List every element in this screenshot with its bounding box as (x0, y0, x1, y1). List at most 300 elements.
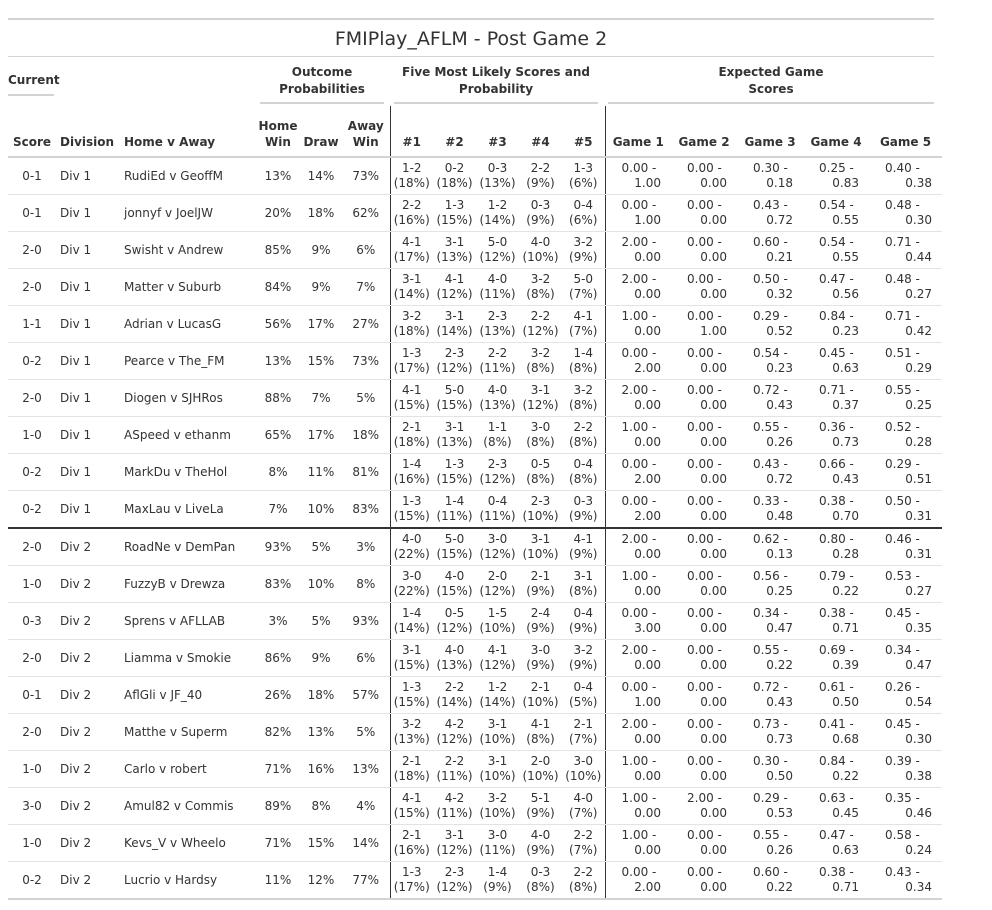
cell-division: Div 2 (56, 825, 120, 862)
expected-home-score: 1.00 - (621, 754, 657, 768)
expected-away-score: 0.23 (832, 324, 859, 338)
likely-score-value: 5-0 (444, 532, 465, 546)
expected-away-score: 0.71 (832, 621, 859, 635)
likely-score-value: 0-4 (573, 457, 594, 471)
cell-expected-game-2 (671, 751, 737, 788)
likely-score-value: 3-1 (401, 272, 422, 286)
cell-likely-score-1 (390, 232, 433, 269)
cell-likely-score-3 (476, 269, 519, 306)
cell-expected-game-4 (803, 454, 869, 491)
expected-home-score: 0.38 - (819, 494, 854, 508)
likely-score-probability: (8%) (569, 398, 598, 412)
cell-score: 1-1 (8, 306, 56, 343)
likely-score-value: 5-0 (487, 235, 508, 249)
expected-home-score: 0.00 - (621, 161, 657, 175)
cell-division: Div 1 (56, 195, 120, 232)
expected-home-score: 0.72 - (753, 680, 788, 694)
cell-expected-game-3 (737, 157, 803, 195)
cell-division: Div 1 (56, 343, 120, 380)
expected-away-score: 0.37 (832, 398, 859, 412)
expected-away-score: 0.43 (766, 398, 793, 412)
cell-division: Div 1 (56, 232, 120, 269)
likely-score-value: 1-3 (444, 457, 465, 471)
likely-score-probability: (10%) (479, 621, 516, 635)
likely-score-value: 3-2 (401, 717, 422, 731)
cell-expected-game-5 (869, 157, 942, 195)
expected-home-score: 0.39 - (885, 754, 920, 768)
cell-likely-score-3 (476, 343, 519, 380)
expected-away-score: 0.00 (700, 658, 727, 672)
expected-away-score: 1.00 (634, 695, 661, 709)
cell-expected-game-1 (605, 232, 671, 269)
cell-draw: 5% (300, 528, 342, 566)
likely-score-probability: (12%) (436, 880, 473, 894)
cell-likely-score-5 (562, 157, 605, 195)
cell-home-win: 71% (256, 751, 300, 788)
expected-away-score: 0.27 (905, 287, 932, 301)
cell-division: Div 1 (56, 380, 120, 417)
table-row (8, 677, 942, 714)
cell-likely-score-2 (433, 491, 476, 529)
cell-expected-game-2 (671, 714, 737, 751)
likely-score-probability: (13%) (436, 658, 473, 672)
expected-home-score: 1.00 - (621, 420, 657, 434)
likely-score-probability: (10%) (522, 509, 559, 523)
cell-expected-game-4 (803, 566, 869, 603)
cell-match: Diogen v SJHRos (120, 380, 256, 417)
cell-away-win: 8% (342, 566, 390, 603)
cell-draw: 18% (300, 677, 342, 714)
likely-score-probability: (9%) (569, 509, 598, 523)
column-header-game-4: Game 4 (803, 106, 869, 157)
expected-home-score: 0.00 - (621, 680, 657, 694)
cell-likely-score-5 (562, 491, 605, 529)
cell-likely-score-5 (562, 343, 605, 380)
cell-likely-score-2 (433, 677, 476, 714)
cell-expected-game-4 (803, 677, 869, 714)
likely-score-probability: (9%) (526, 176, 555, 190)
cell-expected-game-4 (803, 751, 869, 788)
expected-away-score: 0.52 (766, 324, 793, 338)
cell-likely-score-4 (519, 417, 562, 454)
cell-likely-score-4 (519, 640, 562, 677)
cell-expected-game-2 (671, 232, 737, 269)
cell-likely-score-3 (476, 417, 519, 454)
likely-score-probability: (9%) (526, 658, 555, 672)
likely-score-value: 4-0 (530, 828, 551, 842)
cell-likely-score-4 (519, 714, 562, 751)
cell-division: Div 1 (56, 306, 120, 343)
group-rule-expected (608, 102, 934, 104)
cell-draw: 14% (300, 157, 342, 195)
cell-division: Div 2 (56, 751, 120, 788)
cell-expected-game-3 (737, 825, 803, 862)
likely-score-probability: (10%) (522, 769, 559, 783)
expected-home-score: 0.69 - (819, 643, 854, 657)
cell-home-win: 7% (256, 491, 300, 529)
cell-likely-score-5 (562, 232, 605, 269)
likely-score-value: 5-0 (573, 272, 594, 286)
likely-score-value: 1-5 (487, 606, 508, 620)
likely-score-value: 1-2 (487, 680, 508, 694)
expected-away-score: 0.00 (700, 287, 727, 301)
cell-expected-game-5 (869, 788, 942, 825)
expected-home-score: 0.55 - (753, 828, 788, 842)
likely-score-value: 3-1 (573, 569, 594, 583)
cell-expected-game-4 (803, 491, 869, 529)
cell-expected-game-3 (737, 788, 803, 825)
expected-home-score: 0.00 - (687, 754, 722, 768)
likely-score-value: 2-0 (487, 569, 508, 583)
table-row (8, 491, 942, 529)
expected-away-score: 0.25 (905, 398, 932, 412)
cell-home-win: 56% (256, 306, 300, 343)
cell-away-win: 93% (342, 603, 390, 640)
expected-away-score: 0.27 (905, 584, 932, 598)
likely-score-probability: (12%) (436, 621, 473, 635)
likely-score-value: 1-4 (401, 457, 422, 471)
likely-score-probability: (15%) (436, 547, 473, 561)
likely-score-probability: (10%) (522, 695, 559, 709)
cell-likely-score-1 (390, 380, 433, 417)
cell-expected-game-2 (671, 454, 737, 491)
likely-score-value: 3-0 (487, 532, 508, 546)
cell-expected-game-1 (605, 417, 671, 454)
expected-away-score: 0.43 (832, 472, 859, 486)
likely-score-value: 1-3 (401, 680, 422, 694)
cell-score: 0-1 (8, 157, 56, 195)
expected-away-score: 0.31 (905, 547, 932, 561)
cell-expected-game-3 (737, 417, 803, 454)
likely-score-value: 4-0 (444, 569, 465, 583)
cell-away-win: 3% (342, 528, 390, 566)
table-row (8, 269, 942, 306)
likely-score-probability: (9%) (569, 250, 598, 264)
cell-away-win: 77% (342, 862, 390, 900)
cell-likely-score-2 (433, 232, 476, 269)
cell-home-win: 88% (256, 380, 300, 417)
cell-score: 0-2 (8, 491, 56, 529)
likely-score-probability: (8%) (569, 880, 598, 894)
expected-away-score: 0.00 (700, 695, 727, 709)
expected-home-score: 0.84 - (819, 309, 854, 323)
cell-expected-game-4 (803, 343, 869, 380)
likely-score-probability: (8%) (569, 361, 598, 375)
cell-away-win: 4% (342, 788, 390, 825)
likely-score-value: 0-4 (487, 494, 508, 508)
expected-home-score: 0.00 - (687, 235, 722, 249)
column-header-game-1: Game 1 (605, 106, 671, 157)
cell-expected-game-4 (803, 788, 869, 825)
likely-score-value: 2-1 (401, 754, 422, 768)
likely-score-value: 3-1 (530, 383, 551, 397)
cell-likely-score-1 (390, 714, 433, 751)
cell-expected-game-2 (671, 417, 737, 454)
cell-expected-game-1 (605, 640, 671, 677)
likely-score-probability: (9%) (526, 843, 555, 857)
cell-likely-score-2 (433, 269, 476, 306)
expected-home-score: 0.25 - (819, 161, 854, 175)
cell-draw: 15% (300, 343, 342, 380)
cell-expected-game-3 (737, 714, 803, 751)
likely-score-probability: (9%) (526, 621, 555, 635)
likely-score-value: 2-2 (530, 161, 551, 175)
likely-score-probability: (22%) (393, 584, 430, 598)
expected-home-score: 0.29 - (885, 457, 920, 471)
likely-score-probability: (6%) (569, 213, 598, 227)
column-header-game-5: Game 5 (869, 106, 942, 157)
column-header-home-win: Home Win (256, 106, 300, 157)
expected-away-score: 0.38 (905, 176, 932, 190)
cell-expected-game-2 (671, 195, 737, 232)
column-header-row (8, 106, 942, 157)
cell-likely-score-3 (476, 566, 519, 603)
expected-away-score: 2.00 (634, 472, 661, 486)
expected-away-score: 0.47 (905, 658, 932, 672)
expected-home-score: 0.00 - (621, 865, 657, 879)
cell-expected-game-1 (605, 714, 671, 751)
cell-score: 1-0 (8, 751, 56, 788)
expected-away-score: 0.00 (700, 621, 727, 635)
likely-score-value: 0-4 (573, 680, 594, 694)
cell-likely-score-4 (519, 677, 562, 714)
likely-score-value: 4-1 (401, 235, 422, 249)
expected-away-score: 0.23 (766, 361, 793, 375)
likely-score-probability: (10%) (479, 769, 516, 783)
likely-score-value: 4-0 (487, 272, 508, 286)
expected-away-score: 0.00 (700, 769, 727, 783)
expected-home-score: 0.00 - (687, 420, 722, 434)
table-row (8, 343, 942, 380)
cell-division: Div 1 (56, 491, 120, 529)
likely-score-value: 0-3 (530, 865, 551, 879)
cell-away-win: 14% (342, 825, 390, 862)
expected-away-score: 0.00 (700, 435, 727, 449)
cell-expected-game-2 (671, 306, 737, 343)
likely-score-value: 2-2 (573, 865, 594, 879)
likely-score-probability: (7%) (569, 843, 598, 857)
column-header-home-v-away: Home v Away (120, 106, 256, 157)
cell-match: jonnyf v JoelJW (120, 195, 256, 232)
cell-likely-score-3 (476, 751, 519, 788)
likely-score-probability: (11%) (479, 509, 516, 523)
cell-likely-score-1 (390, 343, 433, 380)
cell-score: 0-1 (8, 195, 56, 232)
expected-away-score: 0.00 (634, 398, 661, 412)
cell-expected-game-5 (869, 195, 942, 232)
cell-expected-game-1 (605, 751, 671, 788)
cell-likely-score-2 (433, 862, 476, 900)
expected-home-score: 0.00 - (687, 457, 722, 471)
cell-expected-game-1 (605, 566, 671, 603)
cell-match: MaxLau v LiveLa (120, 491, 256, 529)
cell-likely-score-2 (433, 417, 476, 454)
cell-likely-score-1 (390, 566, 433, 603)
likely-score-value: 3-1 (444, 235, 465, 249)
cell-likely-score-5 (562, 677, 605, 714)
cell-match: Matthe v Superm (120, 714, 256, 751)
likely-score-value: 3-1 (487, 754, 508, 768)
likely-score-probability: (12%) (436, 843, 473, 857)
expected-away-score: 0.48 (766, 509, 793, 523)
table-row (8, 195, 942, 232)
likely-score-probability: (9%) (526, 584, 555, 598)
expected-home-score: 0.52 - (885, 420, 920, 434)
expected-home-score: 1.00 - (621, 791, 657, 805)
likely-score-probability: (11%) (436, 769, 473, 783)
cell-expected-game-3 (737, 528, 803, 566)
cell-likely-score-4 (519, 566, 562, 603)
likely-score-value: 0-3 (530, 198, 551, 212)
likely-score-value: 2-0 (530, 754, 551, 768)
cell-likely-score-3 (476, 714, 519, 751)
expected-away-score: 0.38 (905, 769, 932, 783)
cell-match: Sprens v AFLLAB (120, 603, 256, 640)
cell-likely-score-5 (562, 640, 605, 677)
column-header-away-win: Away Win (342, 106, 390, 157)
expected-away-score: 2.00 (634, 880, 661, 894)
expected-home-score: 2.00 - (621, 272, 657, 286)
likely-score-value: 4-1 (530, 717, 551, 731)
cell-likely-score-4 (519, 306, 562, 343)
expected-away-score: 0.22 (766, 880, 793, 894)
likely-score-value: 1-2 (487, 198, 508, 212)
column-header-3: #3 (476, 106, 519, 157)
expected-away-score: 0.00 (700, 584, 727, 598)
likely-score-probability: (7%) (569, 287, 598, 301)
likely-score-value: 1-1 (487, 420, 508, 434)
cell-likely-score-3 (476, 454, 519, 491)
expected-away-score: 0.00 (634, 769, 661, 783)
cell-likely-score-2 (433, 157, 476, 195)
likely-score-value: 4-0 (401, 532, 422, 546)
expected-home-score: 0.56 - (753, 569, 788, 583)
expected-home-score: 0.80 - (819, 532, 854, 546)
likely-score-value: 4-0 (573, 791, 594, 805)
cell-expected-game-4 (803, 232, 869, 269)
expected-home-score: 2.00 - (621, 643, 657, 657)
likely-score-probability: (6%) (569, 176, 598, 190)
likely-score-probability: (15%) (393, 695, 430, 709)
cell-likely-score-1 (390, 417, 433, 454)
cell-match: Matter v Suburb (120, 269, 256, 306)
expected-away-score: 0.56 (832, 287, 859, 301)
expected-home-score: 0.00 - (687, 161, 722, 175)
cell-draw: 9% (300, 269, 342, 306)
likely-score-probability: (13%) (436, 435, 473, 449)
likely-score-value: 4-1 (401, 791, 422, 805)
likely-score-probability: (13%) (479, 398, 516, 412)
expected-away-score: 0.32 (766, 287, 793, 301)
expected-home-score: 0.71 - (885, 309, 920, 323)
cell-likely-score-2 (433, 195, 476, 232)
expected-home-score: 0.33 - (753, 494, 788, 508)
cell-likely-score-5 (562, 195, 605, 232)
cell-likely-score-5 (562, 788, 605, 825)
expected-home-score: 0.00 - (687, 717, 722, 731)
cell-expected-game-1 (605, 269, 671, 306)
cell-draw: 17% (300, 306, 342, 343)
likely-score-value: 3-2 (573, 383, 594, 397)
expected-away-score: 0.34 (905, 880, 932, 894)
expected-away-score: 0.00 (634, 658, 661, 672)
likely-score-value: 1-3 (401, 346, 422, 360)
expected-home-score: 0.00 - (687, 643, 722, 657)
expected-home-score: 0.54 - (753, 346, 788, 360)
likely-score-probability: (8%) (526, 880, 555, 894)
likely-score-probability: (9%) (569, 547, 598, 561)
likely-score-value: 1-3 (573, 161, 594, 175)
column-header-game-3: Game 3 (737, 106, 803, 157)
expected-away-score: 0.31 (905, 509, 932, 523)
likely-score-probability: (10%) (522, 250, 559, 264)
likely-score-value: 3-1 (444, 309, 465, 323)
likely-score-probability: (18%) (393, 324, 430, 338)
group-rule-outcome (260, 102, 384, 104)
cell-division: Div 1 (56, 157, 120, 195)
likely-score-probability: (15%) (436, 398, 473, 412)
likely-score-value: 4-1 (573, 309, 594, 323)
cell-expected-game-3 (737, 269, 803, 306)
expected-away-score: 0.45 (832, 806, 859, 820)
cell-expected-game-5 (869, 417, 942, 454)
expected-home-score: 0.43 - (753, 457, 788, 471)
expected-away-score: 0.00 (634, 324, 661, 338)
expected-away-score: 0.21 (766, 250, 793, 264)
cell-expected-game-1 (605, 788, 671, 825)
expected-home-score: 0.63 - (819, 791, 854, 805)
likely-score-value: 2-2 (444, 754, 465, 768)
expected-away-score: 0.42 (905, 324, 932, 338)
expected-away-score: 0.39 (832, 658, 859, 672)
expected-away-score: 0.50 (766, 769, 793, 783)
likely-score-probability: (12%) (436, 732, 473, 746)
cell-expected-game-1 (605, 491, 671, 529)
cell-likely-score-4 (519, 751, 562, 788)
table-row (8, 417, 942, 454)
expected-home-score: 0.46 - (885, 532, 920, 546)
cell-likely-score-2 (433, 343, 476, 380)
likely-score-probability: (7%) (569, 806, 598, 820)
cell-likely-score-4 (519, 603, 562, 640)
cell-expected-game-4 (803, 195, 869, 232)
likely-score-value: 3-2 (573, 235, 594, 249)
expected-home-score: 2.00 - (621, 235, 657, 249)
table-title: FMIPlay_AFLM - Post Game 2 (334, 28, 608, 50)
cell-expected-game-4 (803, 603, 869, 640)
likely-score-value: 0-3 (487, 161, 508, 175)
likely-score-value: 2-1 (401, 828, 422, 842)
cell-expected-game-3 (737, 306, 803, 343)
expected-away-score: 0.00 (700, 176, 727, 190)
cell-expected-game-3 (737, 343, 803, 380)
expected-away-score: 0.00 (700, 472, 727, 486)
likely-score-value: 0-5 (444, 606, 465, 620)
expected-away-score: 0.00 (700, 547, 727, 561)
cell-away-win: 57% (342, 677, 390, 714)
likely-score-value: 3-0 (487, 828, 508, 842)
table-body (8, 157, 942, 899)
likely-score-value: 4-0 (530, 235, 551, 249)
cell-expected-game-2 (671, 528, 737, 566)
cell-likely-score-1 (390, 640, 433, 677)
likely-score-probability: (9%) (526, 213, 555, 227)
column-header-4: #4 (519, 106, 562, 157)
cell-expected-game-3 (737, 640, 803, 677)
expected-away-score: 0.00 (634, 732, 661, 746)
cell-division: Div 2 (56, 862, 120, 900)
table-row (8, 232, 942, 269)
